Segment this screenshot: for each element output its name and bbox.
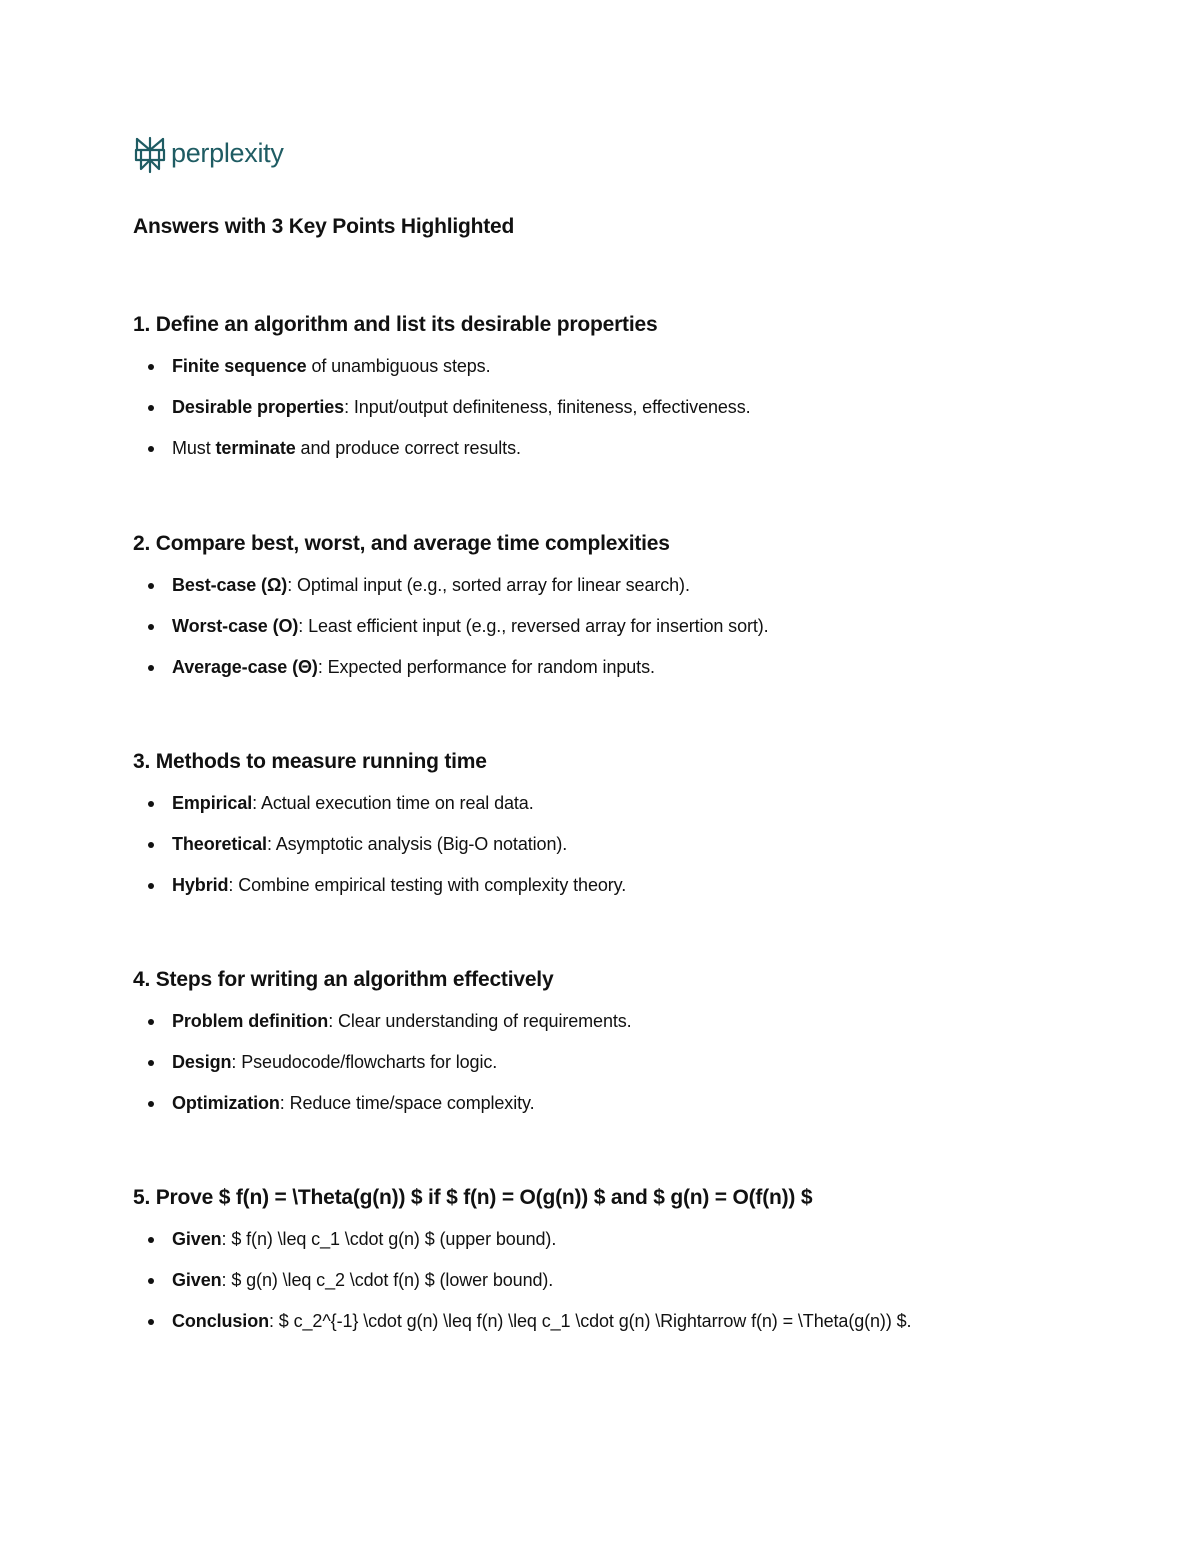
bullet-icon bbox=[148, 842, 154, 848]
section-heading: 1. Define an algorithm and list its desirable properties bbox=[133, 313, 658, 336]
bullet-list bbox=[133, 1008, 1093, 1117]
list-item: Given: $ g(n) \leq c_2 \cdot f(n) $ (lower bound). bbox=[133, 1267, 1093, 1294]
list-item: Theoretical: Asymptotic analysis (Big-O notation). bbox=[133, 831, 1093, 858]
bullet-icon bbox=[148, 364, 154, 370]
list-item: Finite sequence of unambiguous steps. bbox=[133, 353, 1093, 380]
list-item: Optimization: Reduce time/space complexity. bbox=[133, 1090, 1093, 1117]
section-heading: 2. Compare best, worst, and average time complexities bbox=[133, 532, 670, 555]
section-heading: 5. Prove $ f(n) = \Theta(g(n)) $ if $ f(n) = O(g(n)) $ and $ g(n) = O(f(n)) $ bbox=[133, 1186, 813, 1209]
bullet-list bbox=[133, 790, 1093, 899]
section-heading: 3. Methods to measure running time bbox=[133, 750, 487, 773]
list-item: Average-case (Θ): Expected performance for random inputs. bbox=[133, 654, 1093, 681]
section-3 bbox=[133, 748, 1093, 913]
list-item: Best-case (Ω): Optimal input (e.g., sorted array for linear search). bbox=[133, 572, 1093, 599]
section-heading: 4. Steps for writing an algorithm effectively bbox=[133, 968, 554, 991]
bullet-icon bbox=[148, 1278, 154, 1284]
bullet-icon bbox=[148, 1019, 154, 1025]
bullet-icon bbox=[148, 583, 154, 589]
bullet-icon bbox=[148, 1101, 154, 1107]
section-5 bbox=[133, 1184, 1093, 1349]
bullet-icon bbox=[148, 446, 154, 452]
bullet-icon bbox=[148, 801, 154, 807]
document-title: Answers with 3 Key Points Highlighted bbox=[133, 215, 515, 238]
section-2 bbox=[133, 530, 1093, 695]
list-item: Desirable properties: Input/output definiteness, finiteness, effectiveness. bbox=[133, 394, 1093, 421]
perplexity-logo bbox=[133, 136, 284, 174]
section-4 bbox=[133, 966, 1093, 1131]
list-item: Design: Pseudocode/flowcharts for logic. bbox=[133, 1049, 1093, 1076]
bullet-icon bbox=[148, 665, 154, 671]
list-item: Problem definition: Clear understanding of requirements. bbox=[133, 1008, 1093, 1035]
list-item: Hybrid: Combine empirical testing with complexity theory. bbox=[133, 872, 1093, 899]
bullet-list bbox=[133, 572, 1093, 681]
logo-wordmark: perplexity bbox=[171, 138, 284, 168]
bullet-list bbox=[133, 1226, 1093, 1335]
bullet-list bbox=[133, 353, 1093, 462]
list-item: Empirical: Actual execution time on real data. bbox=[133, 790, 1093, 817]
bullet-icon bbox=[148, 624, 154, 630]
bullet-icon bbox=[148, 883, 154, 889]
list-item: Worst-case (O): Least efficient input (e.g., reversed array for insertion sort). bbox=[133, 613, 1093, 640]
perplexity-logo-icon bbox=[133, 136, 167, 174]
list-item: Given: $ f(n) \leq c_1 \cdot g(n) $ (upper bound). bbox=[133, 1226, 1093, 1253]
bullet-icon bbox=[148, 1060, 154, 1066]
section-1 bbox=[133, 311, 1093, 476]
list-item: Conclusion: $ c_2^{-1} \cdot g(n) \leq f(n) \leq c_1 \cdot g(n) \Rightarrow f(n) = \Theta(g(n)) $. bbox=[133, 1308, 1093, 1335]
bullet-icon bbox=[148, 1237, 154, 1243]
bullet-icon bbox=[148, 1319, 154, 1325]
bullet-icon bbox=[148, 405, 154, 411]
list-item: Must terminate and produce correct results. bbox=[133, 435, 1093, 462]
